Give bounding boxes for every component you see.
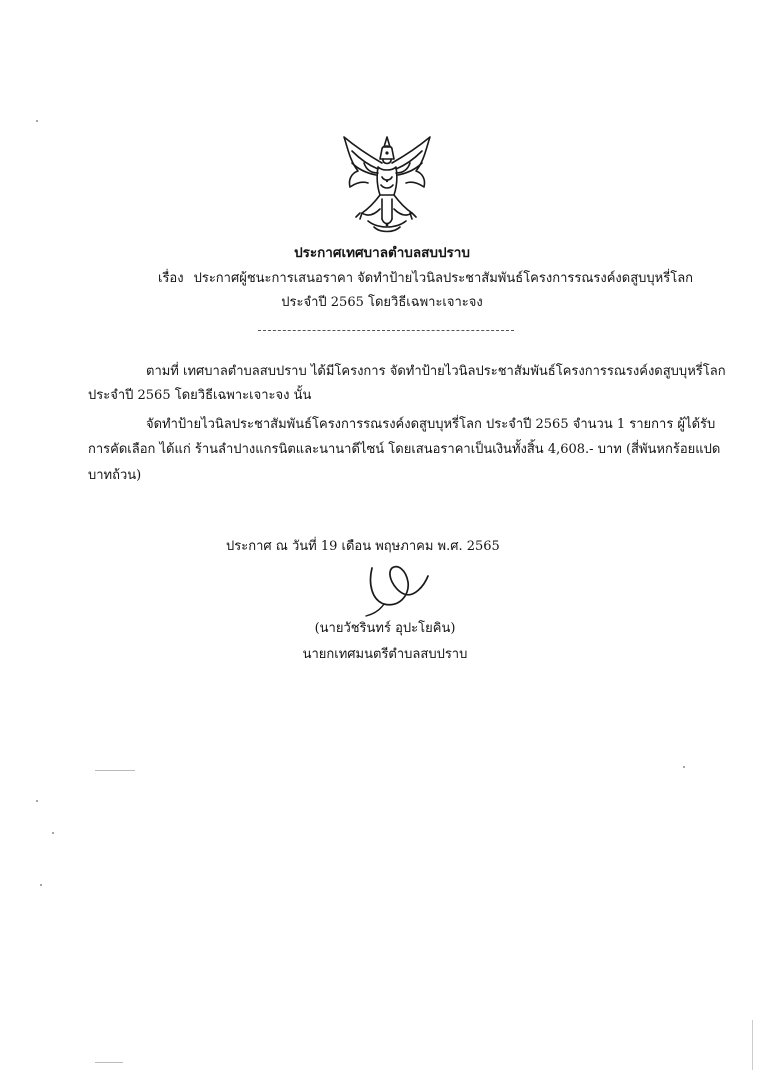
subject-line bbox=[158, 270, 693, 288]
scan-speck bbox=[36, 120, 38, 122]
announcement-title: ประกาศเทศบาลตำบลสบปราบ bbox=[294, 245, 470, 261]
paragraph2-line2: การคัดเลือก ได้แก่ ร้านลำปางแกรนิตและนานาดีไซน์ โดยเสนอราคาเป็นเงินทั้งสิ้น 4,608.- บาท (สี่พันหกร้อยแปด bbox=[88, 442, 721, 457]
paragraph2-line3: บาทถ้วน) bbox=[88, 468, 142, 483]
subject-label: เรื่อง bbox=[158, 271, 184, 286]
paragraph2-line1: จัดทำป้ายไวนิลประชาสัมพันธ์โครงการรณรงค์งดสูบบุหรี่โลก ประจำปี 2565 จำนวน 1 รายการ ผู้ได้รับ bbox=[146, 417, 716, 432]
announcement-date: ประกาศ ณ วันที่ 19 เดือน พฤษภาคม พ.ศ. 2565 bbox=[226, 539, 500, 554]
scan-speck bbox=[40, 884, 42, 886]
scan-speck bbox=[683, 766, 685, 768]
scan-speck bbox=[752, 1020, 753, 1070]
paragraph1-line2: ประจำปี 2565 โดยวิธีเฉพาะเจาะจง นั้น bbox=[88, 388, 312, 403]
signer-position: นายกเทศมนตรีตำบลสบปราบ bbox=[302, 647, 468, 662]
scan-speck bbox=[36, 800, 38, 802]
subject-text: ประกาศผู้ชนะการเสนอราคา จัดทำป้ายไวนิลประชาสัมพันธ์โครงการรณรงค์งดสูบบุหรี่โลก bbox=[193, 271, 694, 286]
scan-speck bbox=[52, 832, 54, 834]
paragraph1-line1: ตามที่ เทศบาลตำบลสบปราบ ได้มีโครงการ จัดทำป้ายไวนิลประชาสัมพันธ์โครงการรณรงค์งดสูบบุหรี่โลก bbox=[146, 364, 726, 379]
garuda-emblem-icon bbox=[338, 133, 436, 237]
scan-speck bbox=[95, 1062, 123, 1063]
scan-speck bbox=[95, 770, 135, 771]
subject-line-continued: ประจำปี 2565 โดยวิธีเฉพาะเจาะจง bbox=[281, 295, 483, 310]
dashed-divider bbox=[258, 330, 514, 331]
signer-name: (นายวัชรินทร์ อุปะโยคิน) bbox=[314, 621, 456, 636]
handwritten-signature-icon bbox=[358, 556, 438, 618]
